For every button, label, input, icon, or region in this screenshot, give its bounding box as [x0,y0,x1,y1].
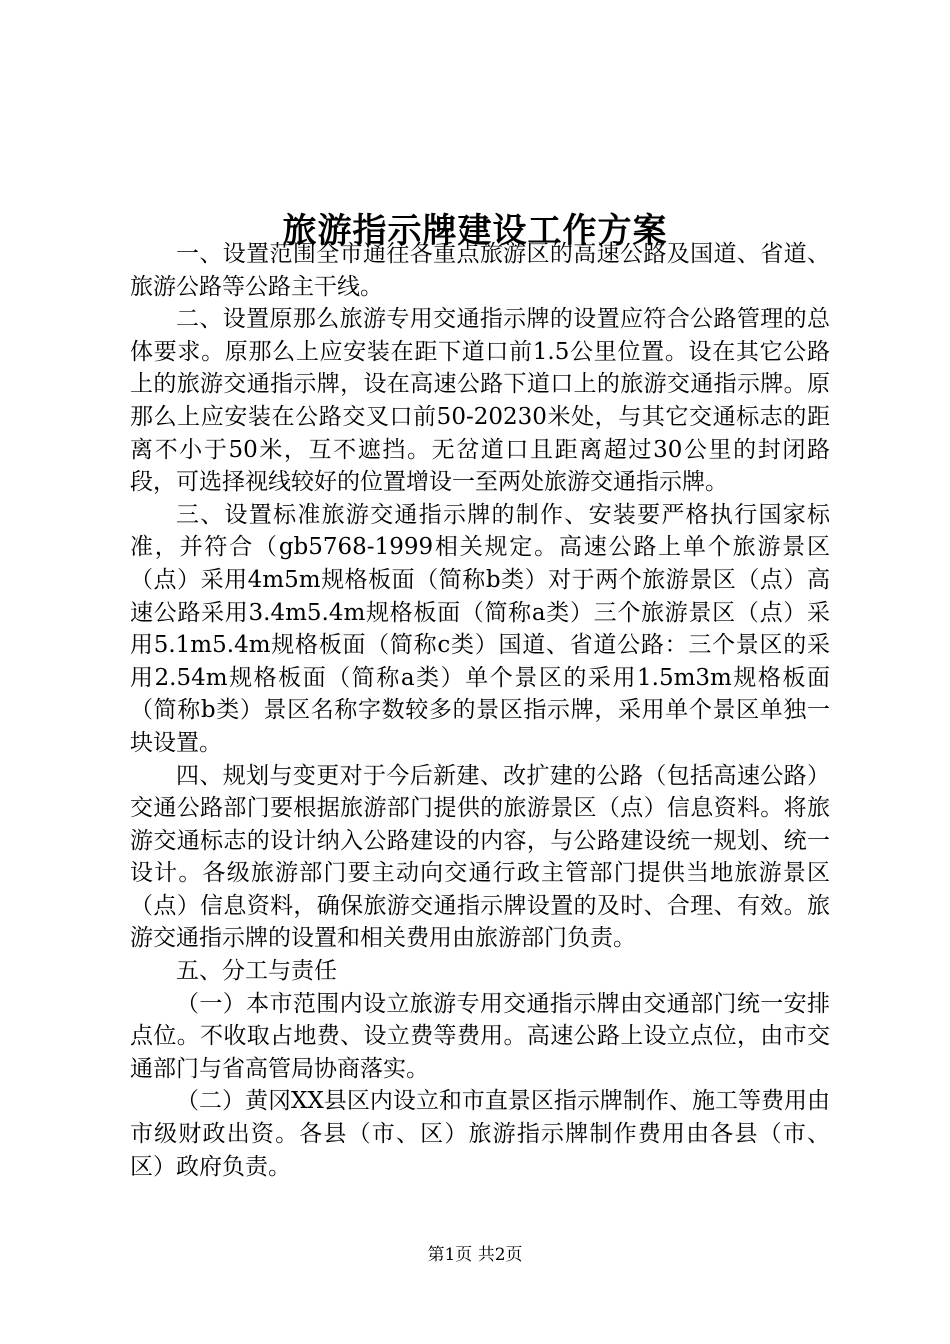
section-5-item-1: （一）本市范围内设立旅游专用交通指示牌由交通部门统一安排点位。不收取占地费、设立费等费用。高速公路上设立点位，由市交通部门与省高管局协商落实。 [130,990,830,1082]
section-5-item-2: （二）黄冈XX县区内设立和市直景区指示牌制作、施工等费用由市级财政出资。各县（市、区）旅游指示牌制作费用由各县（市、区）政府负责。 [130,1088,830,1180]
section-3-standards: 三、设置标准旅游交通指示牌的制作、安装要严格执行国家标准，并符合（gb5768-1999相关规定。高速公路上单个旅游景区（点）采用4m5m规格板面（简称b类）对于两个旅游景区（点）高速公路采用3.4m5.4m规格板面（简称a类）三个旅游景区（点）采用5.1m5.4m规格板面（简称c类）国道、省道公路：三个景区的采用2.54m规格板面（简称a类）单个景区的采用1.5m3m规格板面（简称b类）景区名称字数较多的景区指示牌，采用单个景区单独一块设置。 [130,501,830,756]
document-title: 旅游指示牌建设工作方案 [282,210,668,251]
section-5-heading: 五、分工与责任 [176,958,337,985]
section-4-planning: 四、规划与变更对于今后新建、改扩建的公路（包括高速公路）交通公路部门要根据旅游部门提供的旅游景区（点）信息资料。将旅游交通标志的设计纳入公路建设的内容，与公路建设统一规划、统一设计。各级旅游部门要主动向交通行政主管部门提供当地旅游景区（点）信息资料，确保旅游交通指示牌设置的及时、合理、有效。旅游交通指示牌的设置和相关费用由旅游部门负责。 [130,762,830,952]
page-number-footer: 第1页 共2页 [427,1245,523,1265]
document-body [130,238,830,1183]
section-1-scope: 一、设置范围全市通往各重点旅游区的高速公路及国道、省道、旅游公路等公路主干线。 [130,241,830,300]
section-2-principles: 二、设置原那么旅游专用交通指示牌的设置应符合公路管理的总体要求。原那么上应安装在距下道口前1.5公里位置。设在其它公路上的旅游交通指示牌，设在高速公路下道口上的旅游交通指示牌。原那么上应安装在公路交叉口前50-20230米处，与其它交通标志的距离不小于50米，互不遮挡。无岔道口且距离超过30公里的封闭路段，可选择视线较好的位置增设一至两处旅游交通指示牌。 [130,306,830,496]
